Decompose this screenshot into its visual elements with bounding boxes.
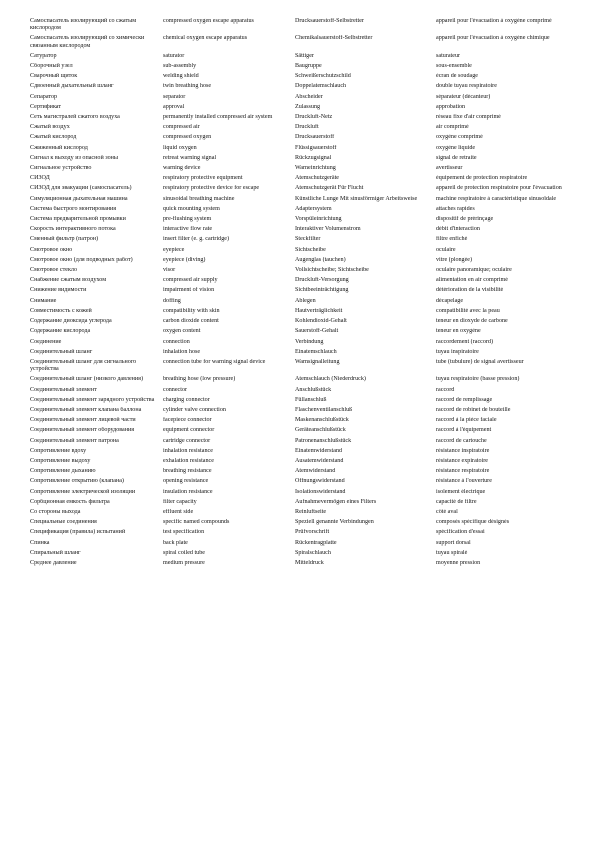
term-ru: Сварочный щиток xyxy=(30,73,78,80)
term-en: separator xyxy=(163,93,186,100)
term-fr: oculaire panoramique; oculaire xyxy=(436,267,512,274)
term-ru: Содержание диоксида углерода xyxy=(30,318,112,325)
term-fr: séparateur (décanteur) xyxy=(436,93,491,100)
glossary-row xyxy=(30,83,570,93)
term-fr: appareil pour l'évacuation à oxygène comprimé xyxy=(436,18,552,24)
term-en: impairment of vision xyxy=(163,287,215,294)
term-ru: Среднее давление xyxy=(30,559,77,566)
term-de: Drucksauerstoff-Selbstretter xyxy=(295,18,364,24)
term-ru: Сопротивление выдоху xyxy=(30,457,91,464)
glossary-page xyxy=(30,18,570,570)
glossary-row xyxy=(30,387,570,397)
term-ru: Соединительный элемент зарядного устройства xyxy=(30,396,155,403)
glossary-row xyxy=(30,35,570,52)
term-en: cylinder valve connection xyxy=(163,406,226,413)
term-de: Einatemwiderstand xyxy=(295,447,343,454)
term-fr: alimentation en air comprimé xyxy=(436,277,508,284)
term-ru: Со стороны выхода xyxy=(30,508,81,515)
term-ru: Соединительный элемент патрона xyxy=(30,437,119,444)
term-en: compressed oxygen escape apparatus xyxy=(163,18,254,24)
term-en: breathing hose (low pressure) xyxy=(163,376,236,383)
term-en: interactive flow rate xyxy=(163,226,213,233)
term-en: carbon dioxide content xyxy=(163,318,219,325)
term-ru: Сменный фильтр (патрон) xyxy=(30,236,99,243)
glossary-row xyxy=(30,277,570,287)
glossary-table xyxy=(30,18,570,570)
term-de: Vollsichtscheibe; Sichtscheibe xyxy=(295,267,369,274)
term-ru: Соединительный элемент xyxy=(30,386,97,393)
term-en: connection tube for warning signal device xyxy=(163,358,266,365)
term-en: permanently installed compressed air system xyxy=(163,114,273,121)
term-en: warning device xyxy=(163,165,201,172)
term-en: specific named compounds xyxy=(163,519,230,526)
term-en: test specification xyxy=(163,529,205,536)
term-en: cartridge connector xyxy=(163,437,211,444)
term-de: Schweißerschutzschild xyxy=(295,73,351,80)
term-ru: Сжиженный кислород xyxy=(30,144,88,151)
term-de: Zulassung xyxy=(295,103,321,110)
glossary-row xyxy=(30,478,570,488)
term-en: quick mounting system xyxy=(163,205,220,212)
term-en: doffing xyxy=(163,297,181,304)
term-de: Öffnungswiderstand xyxy=(295,478,345,485)
term-de: Atemwiderstand xyxy=(295,468,336,475)
term-fr: appareil de protection respiratoire pour l'évacuation xyxy=(436,185,562,192)
term-de: Adaptersystem xyxy=(295,205,332,212)
term-fr: attaches rapides xyxy=(436,205,475,212)
term-fr: double tuyau respiratoire xyxy=(436,83,497,90)
term-de: Ausatemwiderstand xyxy=(295,457,344,464)
glossary-row xyxy=(30,175,570,185)
term-fr: avertisseur xyxy=(436,165,463,172)
glossary-row xyxy=(30,529,570,539)
glossary-row xyxy=(30,376,570,386)
term-de: Aufnahmevermögen eines Filters xyxy=(295,498,377,505)
term-ru: Соединительный шланг для сигнального устройства xyxy=(30,358,137,373)
term-de: Interaktiver Volumenstrom xyxy=(295,226,361,233)
term-en: twin breathing hose xyxy=(163,83,212,90)
glossary-row xyxy=(30,468,570,478)
term-ru: Сертификат xyxy=(30,103,62,110)
glossary-row xyxy=(30,318,570,328)
term-de: Speziell genannte Verbindungen xyxy=(295,519,374,526)
term-de: Vorspüleinrichtung xyxy=(295,216,342,223)
glossary-row xyxy=(30,339,570,349)
term-fr: oxygène liquide xyxy=(436,144,476,151)
term-en: visor xyxy=(163,267,176,274)
term-ru: Совместимость с кожей xyxy=(30,307,92,314)
term-fr: teneur en dioxyde de carbone xyxy=(436,318,508,325)
term-ru: Снимание xyxy=(30,297,57,304)
term-de: Isolationswiderstand xyxy=(295,488,346,495)
term-fr: tube (tubulure) de signal avertisseur xyxy=(436,358,524,365)
term-en: respiratory protective device for escape xyxy=(163,185,260,192)
term-ru: СИЗОД xyxy=(30,175,50,182)
glossary-row xyxy=(30,397,570,407)
term-ru: Симуляционная дыхательная машина xyxy=(30,195,128,202)
term-en: liquid oxygen xyxy=(163,144,197,151)
term-ru: Смотровое окно xyxy=(30,246,73,253)
term-de: Sichtscheibe xyxy=(295,246,326,253)
glossary-row xyxy=(30,298,570,308)
term-fr: résistance inspiratoire xyxy=(436,447,490,454)
term-ru: Скорость интерактивного потока xyxy=(30,226,116,233)
term-ru: Сборочный узел xyxy=(30,63,73,70)
term-ru: Сорбционная емкость фильтра xyxy=(30,498,110,505)
glossary-row xyxy=(30,417,570,427)
term-en: insulation resistance xyxy=(163,488,213,495)
glossary-row xyxy=(30,196,570,206)
term-fr: tuyau respiratoire (basse pression) xyxy=(436,376,520,383)
glossary-row xyxy=(30,560,570,570)
term-fr: décapelage xyxy=(436,297,464,304)
term-ru: Сепаратор xyxy=(30,93,58,100)
term-fr: réseau fixe d'air comprimé xyxy=(436,114,501,121)
term-en: sinusoidal breathing machine xyxy=(163,195,235,202)
term-fr: air comprimé xyxy=(436,124,469,131)
term-de: Reinluftseite xyxy=(295,508,327,515)
term-de: Warnsignalleitung xyxy=(295,358,340,365)
term-en: inhalation resistance xyxy=(163,447,213,454)
glossary-row xyxy=(30,165,570,175)
term-en: charging connector xyxy=(163,396,210,403)
term-de: Rückentragplatte xyxy=(295,539,337,546)
term-en: eyepiece xyxy=(163,246,185,253)
glossary-row xyxy=(30,94,570,104)
term-fr: machine respiratoire à caractéristique sinusoïdale xyxy=(436,195,557,202)
term-fr: tuyau inspiratoire xyxy=(436,348,479,355)
term-de: Maskenanschlußstück xyxy=(295,417,349,424)
term-fr: saturateur xyxy=(436,52,461,59)
term-ru: Сопротивление вдоху xyxy=(30,447,87,454)
term-ru: Самоспасатель изолирующий со сжатым кислородом xyxy=(30,18,137,32)
glossary-row xyxy=(30,124,570,134)
term-en: connector xyxy=(163,386,188,393)
glossary-row xyxy=(30,287,570,297)
term-de: Sauerstoff-Gehalt xyxy=(295,328,339,335)
term-de: Hautverträglichkeit xyxy=(295,307,343,314)
term-fr: tuyau spiralé xyxy=(436,549,468,556)
glossary-row xyxy=(30,155,570,165)
term-en: equipment connector xyxy=(163,427,215,434)
term-en: welding shield xyxy=(163,73,199,80)
term-en: sub-assembly xyxy=(163,63,197,70)
term-en: chemical oxygen escape apparatus xyxy=(163,35,248,42)
term-fr: support dorsal xyxy=(436,539,471,546)
glossary-row xyxy=(30,458,570,468)
term-ru: Сдвоенный дыхательный шланг xyxy=(30,83,114,90)
term-fr: raccord à l'équipement xyxy=(436,427,492,434)
term-de: Atemschutzgerät Für Flucht xyxy=(295,185,364,192)
term-de: Druckluft-Versorgung xyxy=(295,277,349,284)
term-fr: teneur en oxygène xyxy=(436,328,481,335)
term-ru: Специальные соединения xyxy=(30,519,97,526)
term-ru: Соединительный элемент оборудования xyxy=(30,427,135,434)
term-ru: Спецификация (правила) испытаний xyxy=(30,529,126,536)
term-fr: spécification d'essai xyxy=(436,529,485,536)
term-de: Baugruppe xyxy=(295,63,322,70)
term-fr: dispositif de prérinçage xyxy=(436,216,494,223)
term-fr: raccordement (raccord) xyxy=(436,338,494,345)
term-fr: écran de soudage xyxy=(436,73,478,80)
term-de: Augenglas (tauchen) xyxy=(295,256,346,263)
glossary-row xyxy=(30,407,570,417)
term-en: retreat warning signal xyxy=(163,154,217,161)
term-de: Verbindung xyxy=(295,338,324,345)
glossary-row xyxy=(30,550,570,560)
term-en: inhalation hose xyxy=(163,348,201,355)
term-de: Atemschutzgeräte xyxy=(295,175,339,182)
glossary-row xyxy=(30,73,570,83)
glossary-row xyxy=(30,145,570,155)
term-en: compatibility with skin xyxy=(163,307,220,314)
term-de: Steckfilter xyxy=(295,236,321,243)
glossary-row xyxy=(30,349,570,359)
glossary-row xyxy=(30,134,570,144)
term-fr: filtre enfiché xyxy=(436,236,468,243)
term-en: spiral coiled tube xyxy=(163,549,205,556)
term-ru: Соединительный шланг xyxy=(30,348,93,355)
glossary-row xyxy=(30,499,570,509)
term-fr: résistance à l'ouverture xyxy=(436,478,492,485)
term-de: Druckluft xyxy=(295,124,319,131)
term-en: compressed oxygen xyxy=(163,134,212,141)
glossary-row xyxy=(30,540,570,550)
term-de: Flaschenventilanschluß xyxy=(295,406,353,413)
glossary-row xyxy=(30,236,570,246)
term-de: Abscheider xyxy=(295,93,323,100)
term-ru: Смотровое окно (для подводных работ) xyxy=(30,256,133,263)
term-en: pre-flushing system xyxy=(163,216,212,223)
term-fr: capacité de filtre xyxy=(436,498,477,505)
term-fr: sous-ensemble xyxy=(436,63,472,70)
term-de: Chemikalsauerstoff-Selbstretter xyxy=(295,35,373,42)
glossary-row xyxy=(30,267,570,277)
term-fr: approbation xyxy=(436,103,466,110)
term-ru: Сопротивление открытию (клапана) xyxy=(30,478,124,485)
glossary-row xyxy=(30,216,570,226)
term-de: Druckluft-Netz xyxy=(295,114,333,121)
term-fr: raccord de remplissage xyxy=(436,396,493,403)
term-ru: Система быстрого монтирования xyxy=(30,205,117,212)
term-fr: composés spécifique désignés xyxy=(436,519,510,526)
term-fr: oxygène comprimé xyxy=(436,134,483,141)
term-en: filter capacity xyxy=(163,498,197,505)
term-ru: Система предварительной промывки xyxy=(30,216,126,223)
term-fr: compatibilité avec la peau xyxy=(436,307,500,314)
glossary-row xyxy=(30,308,570,318)
term-de: Füllanschluß xyxy=(295,396,327,403)
glossary-row xyxy=(30,519,570,529)
glossary-row xyxy=(30,247,570,257)
term-ru: Сопротивление электрической изоляции xyxy=(30,488,136,495)
term-ru: Самоспасатель изолирующий со химически связанным кислородом xyxy=(30,35,145,49)
term-ru: Сжатый воздух xyxy=(30,124,70,131)
glossary-row xyxy=(30,53,570,63)
term-ru: Сигнальное устройство xyxy=(30,165,92,172)
glossary-row xyxy=(30,509,570,519)
term-ru: Соединение xyxy=(30,338,62,345)
term-fr: oculaire xyxy=(436,246,456,253)
term-ru: Соединительный элемент клапана баллона xyxy=(30,406,142,413)
term-de: Atemschlauch (Niederdruck) xyxy=(295,376,366,383)
term-de: Flüssigsauerstoff xyxy=(295,144,337,151)
glossary-row xyxy=(30,206,570,216)
term-de: Einatemschlauch xyxy=(295,348,337,355)
term-ru: СИЗОД для эвакуации (самоспасатель) xyxy=(30,185,132,192)
term-ru: Содержание кислорода xyxy=(30,328,91,335)
term-fr: vitre (plongée) xyxy=(436,256,473,263)
term-de: Künstliche Lunge Mit sinusförmiger Arbeitsweise xyxy=(295,195,418,202)
glossary-row xyxy=(30,114,570,124)
term-en: approval xyxy=(163,103,185,110)
glossary-row xyxy=(30,257,570,267)
term-en: medium pressure xyxy=(163,559,205,566)
glossary-row xyxy=(30,104,570,114)
term-de: Warneinrichtung xyxy=(295,165,336,172)
term-ru: Соединительный шланг (низкого давления) xyxy=(30,376,144,383)
term-ru: Сопротивление дыханию xyxy=(30,468,96,475)
term-de: Drucksauerstoff xyxy=(295,134,335,141)
term-en: eyepiece (diving) xyxy=(163,256,206,263)
term-ru: Сжатый кислород xyxy=(30,134,77,141)
term-de: Kohlendioxid-Gehalt xyxy=(295,318,347,325)
term-en: oxygen content xyxy=(163,328,201,335)
term-fr: équipement de protection respiratoire xyxy=(436,175,528,182)
term-ru: Смотровое стекло xyxy=(30,267,78,274)
term-fr: isolement électrique xyxy=(436,488,486,495)
term-de: Doppelatemschlauch xyxy=(295,83,347,90)
term-de: Geräteanschlußstück xyxy=(295,427,346,434)
term-en: facepiece connector xyxy=(163,417,212,424)
glossary-row xyxy=(30,328,570,338)
term-fr: résistance respiratoire xyxy=(436,468,490,475)
term-en: insert filter (e. g. cartridge) xyxy=(163,236,229,243)
term-de: Spiralschlauch xyxy=(295,549,331,556)
term-de: Prüfvorschrift xyxy=(295,529,330,536)
term-de: Mitteldruck xyxy=(295,559,324,566)
term-de: Patronenanschlußstück xyxy=(295,437,352,444)
term-ru: Снабжение сжатым воздухом xyxy=(30,277,107,284)
term-ru: Сеть магистралей сжатого воздуха xyxy=(30,114,120,121)
term-ru: Соединительный элемент лицевой части xyxy=(30,417,136,424)
glossary-row xyxy=(30,185,570,195)
term-en: back plate xyxy=(163,539,188,546)
term-fr: raccord xyxy=(436,386,455,393)
term-fr: raccord à la pièce faciale xyxy=(436,417,497,424)
term-de: Sättiger xyxy=(295,52,314,59)
term-ru: Сатуратор xyxy=(30,52,57,59)
term-en: respiratory protective equipment xyxy=(163,175,243,182)
glossary-row xyxy=(30,63,570,73)
glossary-body xyxy=(30,18,570,570)
term-fr: moyenne pression xyxy=(436,559,481,566)
term-de: Ablegen xyxy=(295,297,316,304)
term-fr: détérioration de la visibilité xyxy=(436,287,504,294)
term-en: breathing resistance xyxy=(163,468,212,475)
term-en: compressed air xyxy=(163,124,200,131)
glossary-row xyxy=(30,448,570,458)
glossary-row xyxy=(30,489,570,499)
term-en: exhalation resistance xyxy=(163,457,214,464)
term-en: connection xyxy=(163,338,190,345)
term-ru: Снижение видимости xyxy=(30,287,87,294)
term-en: opening resistance xyxy=(163,478,209,485)
glossary-row xyxy=(30,427,570,437)
glossary-row xyxy=(30,18,570,35)
glossary-row xyxy=(30,359,570,376)
glossary-row xyxy=(30,438,570,448)
term-de: Sichtbeeinträchtigung xyxy=(295,287,349,294)
term-fr: appareil pour l'évacuation à oxygène chimique xyxy=(436,35,550,42)
term-fr: résistance expiratoire xyxy=(436,457,488,464)
term-ru: Спиральный шланг xyxy=(30,549,81,556)
glossary-row xyxy=(30,226,570,236)
term-fr: débit d'interaction xyxy=(436,226,480,233)
term-de: Rückzugsignal xyxy=(295,154,332,161)
term-ru: Сигнал к выходу из опасной зоны xyxy=(30,154,118,161)
term-en: effluent side xyxy=(163,508,194,515)
term-de: Anschlußstück xyxy=(295,386,332,393)
term-fr: raccord de cartouche xyxy=(436,437,487,444)
term-ru: Спинка xyxy=(30,539,50,546)
term-fr: raccord de robinet de bouteille xyxy=(436,406,511,413)
term-fr: côté aval xyxy=(436,508,458,515)
term-en: compressed air supply xyxy=(163,277,218,284)
term-en: saturator xyxy=(163,52,185,59)
term-fr: signal de retraite xyxy=(436,154,477,161)
